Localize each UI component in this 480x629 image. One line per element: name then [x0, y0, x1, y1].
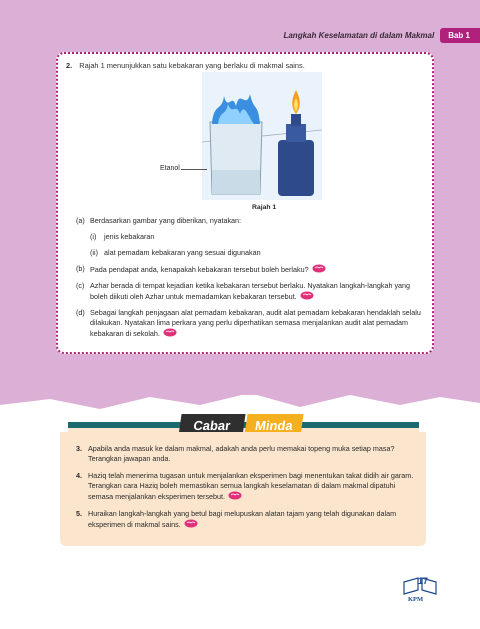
question-number: 2. [66, 61, 73, 70]
header-title: Langkah Keselamatan di dalam Makmal [283, 30, 435, 40]
part-b: (b) Pada pendapat anda, kenapakah kebakaran tersebut boleh berlaku? [76, 264, 426, 275]
cabar-minda-questions [76, 444, 416, 537]
brain-icon [184, 519, 198, 528]
brain-icon [300, 291, 314, 300]
question-4: 4. Haziq telah menerima tugasan untuk menjalankan eksperimen bagi menentukan takat didih air garam. Terangkan cara Haziq boleh memastikan semua langkah keselamatan di dalam makmal dipatuhi semasa menjalankan eksperimen tersebut. [76, 471, 414, 501]
question-2-stem [66, 61, 305, 70]
torn-edge [0, 375, 480, 415]
cabar-minda-panel [60, 432, 426, 546]
question-3: 3. Apabila anda masuk ke dalam makmal, adakah anda perlu memakai topeng muka setiap masa? Terangkan jawapan anda. [76, 444, 395, 463]
figure-fire-illustration [202, 72, 322, 200]
page-footer [402, 576, 438, 606]
part-a-ii: (ii) alat pemadam kebakaran yang sesuai digunakan [90, 248, 261, 257]
minda-label: Minda [244, 414, 303, 436]
chapter-header [283, 27, 480, 43]
figure-label-etanol: Etanol [160, 165, 180, 172]
question-card [56, 52, 434, 354]
brain-icon [163, 328, 177, 337]
brain-icon [228, 491, 242, 500]
publisher-label: KPM [408, 596, 424, 603]
page-number: 17 [418, 576, 429, 586]
part-c: (c) Azhar berada di tempat kejadian ketika kebakaran tersebut berlaku. Nyatakan langkah-langkah yang boleh diikuti oleh Azhar untuk memadamkan kebakaran tersebut. [76, 281, 411, 301]
question-5: 5. Huraikan langkah-langkah yang betul bagi melupuskan alatan tajam yang telah digunakan dalam eksperimen di makmal sains. [76, 509, 397, 529]
label-leader-line [181, 169, 207, 170]
question-parts [76, 216, 426, 345]
part-d: (d) Sebagai langkah penjagaan alat pemadam kebakaran, audit alat pemadam kebakaran hendaklah selalu dilakukan. Nyatakan lima perkara yang perlu diperhatikan semasa menjalankan audit alat pemadam kebakaran di sekolah. [76, 308, 421, 338]
part-a: (a) Berdasarkan gambar yang diberikan, nyatakan: [76, 216, 242, 225]
figure-caption: Rajah 1 [252, 204, 277, 211]
part-a-i: (i) jenis kebakaran [90, 232, 155, 241]
question-text: Rajah 1 menunjukkan satu kebakaran yang berlaku di makmal sains. [79, 61, 305, 70]
brain-icon [312, 264, 326, 273]
cabar-label: Cabar [178, 414, 245, 436]
chapter-tab: Bab 1 [440, 28, 480, 43]
